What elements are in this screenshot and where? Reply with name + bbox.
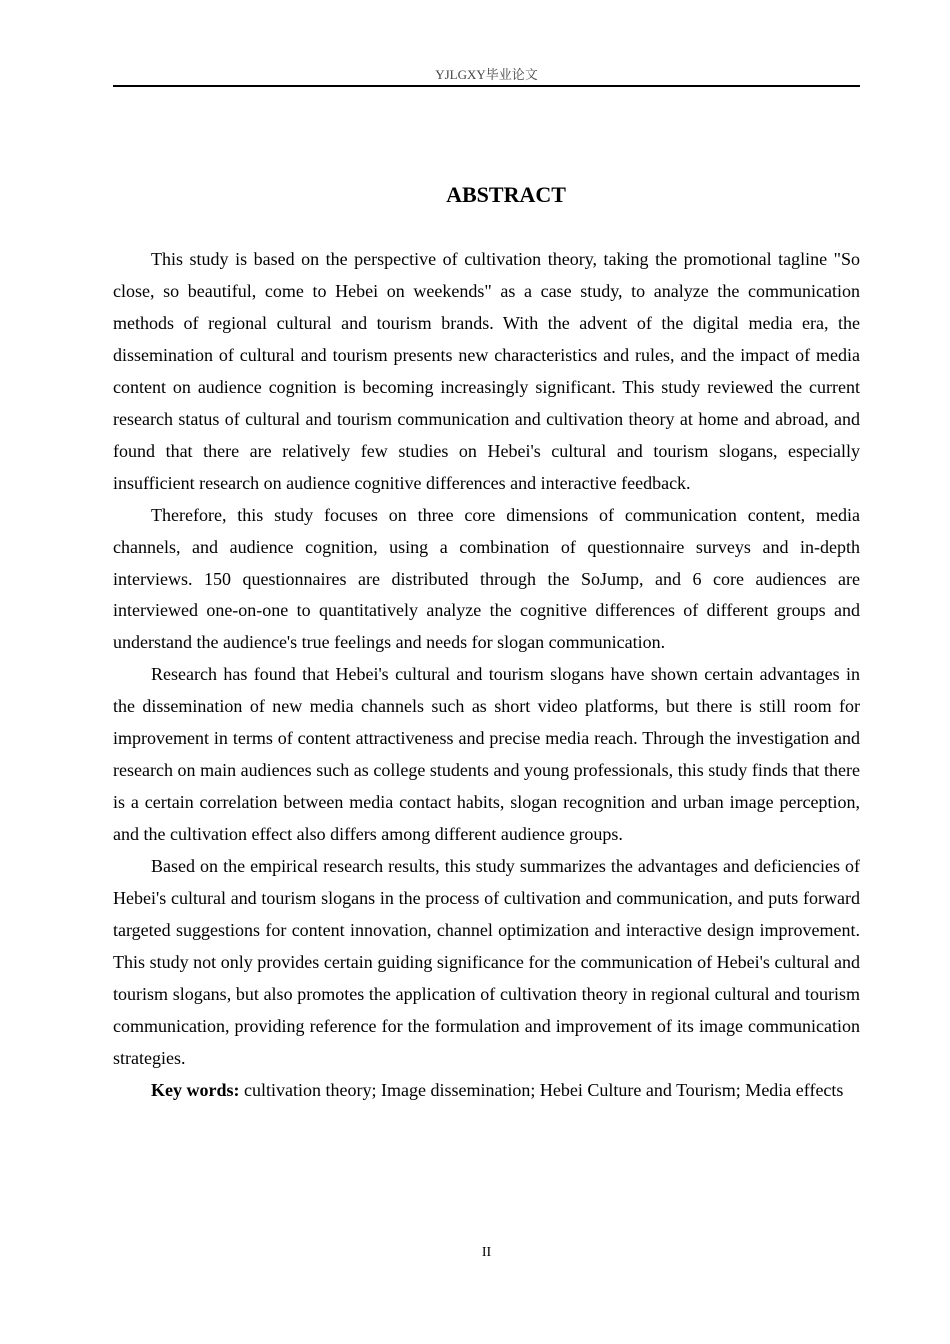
keywords-label: Key words: <box>151 1079 240 1100</box>
keywords-paragraph <box>113 1075 860 1107</box>
abstract-title: ABSTRACT <box>446 182 566 207</box>
abstract-paragraph: This study is based on the perspective of cultivation theory, taking the promotional tagline "So close, so beautiful, come to Hebei on weekends" as a case study, to analyze the communication methods of regional cultural and tourism brands. With the advent of the digital media era, the dissemination of cultural and tourism presents new characteristics and rules, and the impact of media content on audience cognition is becoming increasingly significant. This study reviewed the current research status of cultural and tourism communication and cultivation theory at home and abroad, and found that there are relatively few studies on Hebei's cultural and tourism slogans, especially insufficient research on audience cognitive differences and interactive feedback. <box>113 249 860 493</box>
page-header: YJLGXY毕业论文 <box>113 66 860 87</box>
abstract-paragraph: Based on the empirical research results, this study summarizes the advantages and deficiencies of Hebei's cultural and tourism slogans in the process of cultivation and communication, and puts forward targeted suggestions for content innovation, channel optimization and interactive design improvement. This study not only provides certain guiding significance for the communication of Hebei's cultural and tourism slogans, but also promotes the application of cultivation theory in regional cultural and tourism communication, providing reference for the formulation and improvement of its image communication strategies. <box>113 856 860 1068</box>
page-number: II <box>481 1245 492 1260</box>
keywords-text: cultivation theory; Image dissemination; Hebei Culture and Tourism; Media effects <box>239 1079 844 1100</box>
abstract-body <box>113 244 860 1107</box>
abstract-paragraph: Therefore, this study focuses on three core dimensions of communication content, media channels, and audience cognition, using a combination of questionnaire surveys and in-depth interviews. 150 questionnaires are distributed through the SoJump, and 6 core audiences are interviewed one-on-one to quantitatively analyze the cognitive differences of different groups and understand the audience's true feelings and needs for slogan communication. <box>113 504 860 653</box>
abstract-paragraph: Research has found that Hebei's cultural and tourism slogans have shown certain advantages in the dissemination of new media channels such as short video platforms, but there is still room for improvement in terms of content attractiveness and precise media reach. Through the investigation and research on main audiences such as college students and young professionals, this study finds that there is a certain correlation between media contact habits, slogan recognition and urban image perception, and the cultivation effect also differs among different audience groups. <box>113 664 860 845</box>
